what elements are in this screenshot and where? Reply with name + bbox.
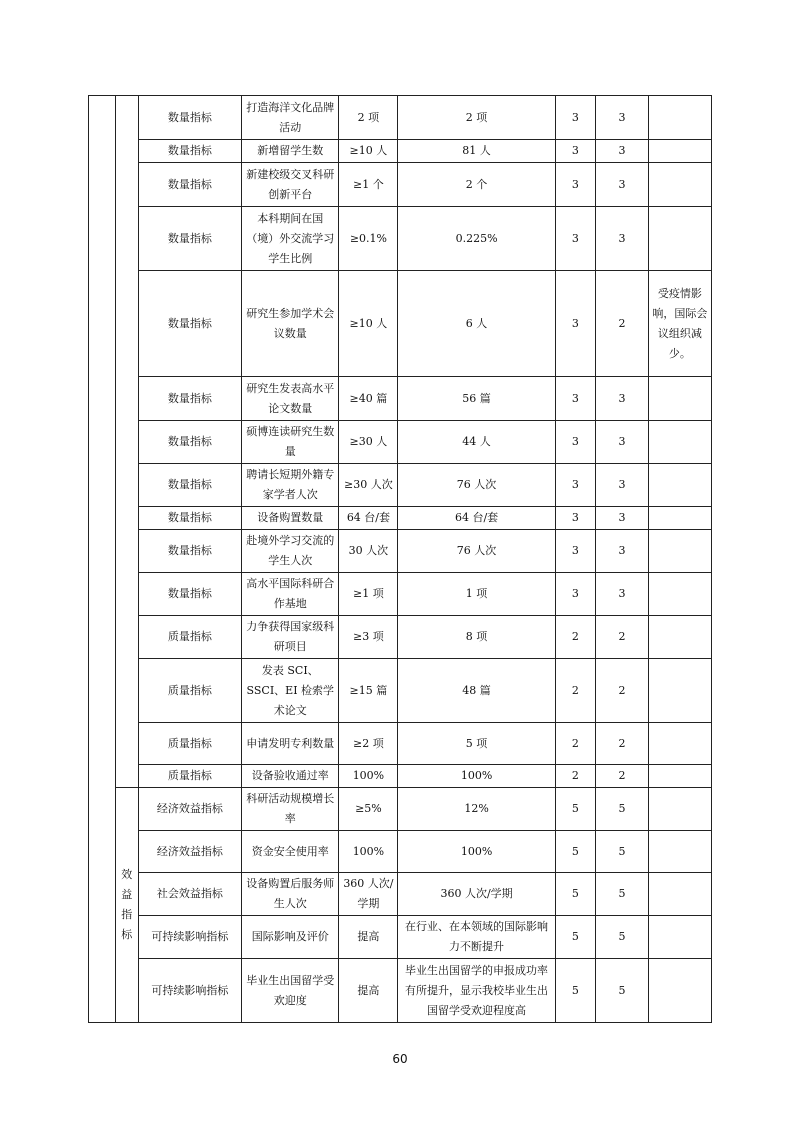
- score-cell: 5: [596, 916, 649, 959]
- note-cell: [648, 659, 711, 723]
- actual-value-cell: 6 人: [398, 271, 555, 377]
- indicator-type-cell: 经济效益指标: [138, 831, 241, 873]
- indicator-name-cell: 毕业生出国留学受欢迎度: [242, 959, 339, 1023]
- note-cell: 受疫情影响，国际会议组织减少。: [648, 271, 711, 377]
- output-indicator-cell: [115, 96, 138, 788]
- note-cell: [648, 959, 711, 1023]
- table-row: [89, 788, 712, 831]
- note-cell: [648, 207, 711, 271]
- note-cell: [648, 788, 711, 831]
- target-value-cell: 2 项: [339, 96, 398, 140]
- indicator-type-cell: 数量指标: [138, 464, 241, 507]
- actual-value-cell: 44 人: [398, 421, 555, 464]
- indicator-name-cell: 力争获得国家级科研项目: [242, 616, 339, 659]
- score-cell: 5: [596, 831, 649, 873]
- actual-value-cell: 64 台/套: [398, 507, 555, 530]
- actual-value-cell: 2 个: [398, 163, 555, 207]
- target-value-cell: 提高: [339, 959, 398, 1023]
- table-row: [89, 140, 712, 163]
- target-value-cell: 提高: [339, 916, 398, 959]
- weight-cell: 2: [555, 765, 595, 788]
- actual-value-cell: 5 项: [398, 723, 555, 765]
- actual-value-cell: 360 人次/学期: [398, 873, 555, 916]
- score-cell: 3: [596, 377, 649, 421]
- weight-cell: 3: [555, 207, 595, 271]
- note-cell: [648, 464, 711, 507]
- target-value-cell: ≥1 项: [339, 573, 398, 616]
- score-cell: 2: [596, 659, 649, 723]
- note-cell: [648, 831, 711, 873]
- score-cell: 3: [596, 207, 649, 271]
- weight-cell: 3: [555, 573, 595, 616]
- note-cell: [648, 723, 711, 765]
- score-cell: 3: [596, 421, 649, 464]
- actual-value-cell: 毕业生出国留学的申报成功率有所提升，显示我校毕业生出国留学受欢迎程度高: [398, 959, 555, 1023]
- first-level-indicator-cell: [89, 96, 116, 1023]
- indicator-type-cell: 数量指标: [138, 96, 241, 140]
- weight-cell: 3: [555, 140, 595, 163]
- target-value-cell: 100%: [339, 765, 398, 788]
- weight-cell: 3: [555, 163, 595, 207]
- indicator-name-cell: 本科期间在国（境）外交流学习学生比例: [242, 207, 339, 271]
- score-cell: 5: [596, 788, 649, 831]
- indicator-name-cell: 新增留学生数: [242, 140, 339, 163]
- table-row: [89, 831, 712, 873]
- score-cell: 3: [596, 464, 649, 507]
- score-cell: 5: [596, 873, 649, 916]
- score-cell: 2: [596, 271, 649, 377]
- note-cell: [648, 96, 711, 140]
- table-row: [89, 916, 712, 959]
- target-value-cell: ≥30 人次: [339, 464, 398, 507]
- score-cell: 3: [596, 96, 649, 140]
- table-row: [89, 573, 712, 616]
- actual-value-cell: 在行业、在本领域的国际影响力不断提升: [398, 916, 555, 959]
- actual-value-cell: 81 人: [398, 140, 555, 163]
- target-value-cell: ≥3 项: [339, 616, 398, 659]
- target-value-cell: ≥15 篇: [339, 659, 398, 723]
- indicator-name-cell: 打造海洋文化品牌活动: [242, 96, 339, 140]
- indicator-type-cell: 质量指标: [138, 616, 241, 659]
- note-cell: [648, 616, 711, 659]
- score-cell: 3: [596, 140, 649, 163]
- performance-indicator-table: [88, 95, 712, 1023]
- weight-cell: 3: [555, 530, 595, 573]
- weight-cell: 5: [555, 873, 595, 916]
- target-value-cell: ≥10 人: [339, 140, 398, 163]
- score-cell: 2: [596, 723, 649, 765]
- indicator-name-cell: 新建校级交叉科研创新平台: [242, 163, 339, 207]
- weight-cell: 3: [555, 377, 595, 421]
- target-value-cell: ≥40 篇: [339, 377, 398, 421]
- target-value-cell: ≥2 项: [339, 723, 398, 765]
- actual-value-cell: 76 人次: [398, 530, 555, 573]
- indicator-type-cell: 数量指标: [138, 530, 241, 573]
- score-cell: 5: [596, 959, 649, 1023]
- target-value-cell: 100%: [339, 831, 398, 873]
- table-row: [89, 421, 712, 464]
- indicator-type-cell: 数量指标: [138, 573, 241, 616]
- weight-cell: 5: [555, 788, 595, 831]
- actual-value-cell: 56 篇: [398, 377, 555, 421]
- table-row: [89, 377, 712, 421]
- actual-value-cell: 12%: [398, 788, 555, 831]
- indicator-type-cell: 数量指标: [138, 507, 241, 530]
- score-cell: 2: [596, 616, 649, 659]
- note-cell: [648, 530, 711, 573]
- weight-cell: 3: [555, 96, 595, 140]
- note-cell: [648, 573, 711, 616]
- indicator-name-cell: 设备验收通过率: [242, 765, 339, 788]
- table-row: [89, 96, 712, 140]
- page-number: 60: [392, 1052, 408, 1066]
- target-value-cell: ≥5%: [339, 788, 398, 831]
- table-row: [89, 765, 712, 788]
- target-value-cell: ≥1 个: [339, 163, 398, 207]
- note-cell: [648, 140, 711, 163]
- actual-value-cell: 48 篇: [398, 659, 555, 723]
- indicator-type-cell: 社会效益指标: [138, 873, 241, 916]
- weight-cell: 2: [555, 616, 595, 659]
- actual-value-cell: 2 项: [398, 96, 555, 140]
- weight-cell: 3: [555, 271, 595, 377]
- table-row: [89, 723, 712, 765]
- indicator-name-cell: 设备购置数量: [242, 507, 339, 530]
- note-cell: [648, 163, 711, 207]
- score-cell: 3: [596, 573, 649, 616]
- note-cell: [648, 873, 711, 916]
- weight-cell: 5: [555, 959, 595, 1023]
- table-row: [89, 163, 712, 207]
- indicator-type-cell: 经济效益指标: [138, 788, 241, 831]
- table-row: [89, 659, 712, 723]
- indicator-type-cell: 质量指标: [138, 659, 241, 723]
- note-cell: [648, 377, 711, 421]
- table-row: [89, 507, 712, 530]
- indicator-type-cell: 可持续影响指标: [138, 959, 241, 1023]
- target-value-cell: 64 台/套: [339, 507, 398, 530]
- indicator-name-cell: 国际影响及评价: [242, 916, 339, 959]
- indicator-type-cell: 数量指标: [138, 377, 241, 421]
- weight-cell: 3: [555, 464, 595, 507]
- actual-value-cell: 100%: [398, 831, 555, 873]
- indicator-type-cell: 数量指标: [138, 271, 241, 377]
- weight-cell: 2: [555, 659, 595, 723]
- indicator-name-cell: 设备购置后服务师生人次: [242, 873, 339, 916]
- table-row: [89, 530, 712, 573]
- weight-cell: 3: [555, 507, 595, 530]
- score-cell: 2: [596, 765, 649, 788]
- table-row: [89, 873, 712, 916]
- indicator-name-cell: 赴境外学习交流的学生人次: [242, 530, 339, 573]
- indicator-type-cell: 可持续影响指标: [138, 916, 241, 959]
- indicator-name-cell: 科研活动规模增长率: [242, 788, 339, 831]
- table-row: [89, 271, 712, 377]
- indicator-type-cell: 数量指标: [138, 207, 241, 271]
- note-cell: [648, 765, 711, 788]
- weight-cell: 5: [555, 831, 595, 873]
- indicator-type-cell: 质量指标: [138, 723, 241, 765]
- indicator-name-cell: 研究生参加学术会议数量: [242, 271, 339, 377]
- table-row: [89, 616, 712, 659]
- indicator-name-cell: 发表 SCI、SSCI、EI 检索学术论文: [242, 659, 339, 723]
- score-cell: 3: [596, 507, 649, 530]
- table-row: [89, 464, 712, 507]
- score-cell: 3: [596, 530, 649, 573]
- note-cell: [648, 507, 711, 530]
- actual-value-cell: 0.225%: [398, 207, 555, 271]
- effect-indicator-category: 效益指标: [115, 788, 138, 1023]
- indicator-name-cell: 高水平国际科研合作基地: [242, 573, 339, 616]
- actual-value-cell: 100%: [398, 765, 555, 788]
- actual-value-cell: 1 项: [398, 573, 555, 616]
- indicator-type-cell: 数量指标: [138, 140, 241, 163]
- indicator-type-cell: 数量指标: [138, 163, 241, 207]
- target-value-cell: ≥0.1%: [339, 207, 398, 271]
- indicator-type-cell: 数量指标: [138, 421, 241, 464]
- actual-value-cell: 8 项: [398, 616, 555, 659]
- indicator-type-cell: 质量指标: [138, 765, 241, 788]
- indicator-name-cell: 资金安全使用率: [242, 831, 339, 873]
- target-value-cell: ≥10 人: [339, 271, 398, 377]
- target-value-cell: 360 人次/学期: [339, 873, 398, 916]
- indicator-name-cell: 硕博连读研究生数量: [242, 421, 339, 464]
- indicator-name-cell: 申请发明专利数量: [242, 723, 339, 765]
- table-row: [89, 207, 712, 271]
- note-cell: [648, 421, 711, 464]
- weight-cell: 3: [555, 421, 595, 464]
- target-value-cell: 30 人次: [339, 530, 398, 573]
- target-value-cell: ≥30 人: [339, 421, 398, 464]
- note-cell: [648, 916, 711, 959]
- table-row: [89, 959, 712, 1023]
- indicator-name-cell: 聘请长短期外籍专家学者人次: [242, 464, 339, 507]
- score-cell: 3: [596, 163, 649, 207]
- weight-cell: 2: [555, 723, 595, 765]
- actual-value-cell: 76 人次: [398, 464, 555, 507]
- weight-cell: 5: [555, 916, 595, 959]
- indicator-name-cell: 研究生发表高水平论文数量: [242, 377, 339, 421]
